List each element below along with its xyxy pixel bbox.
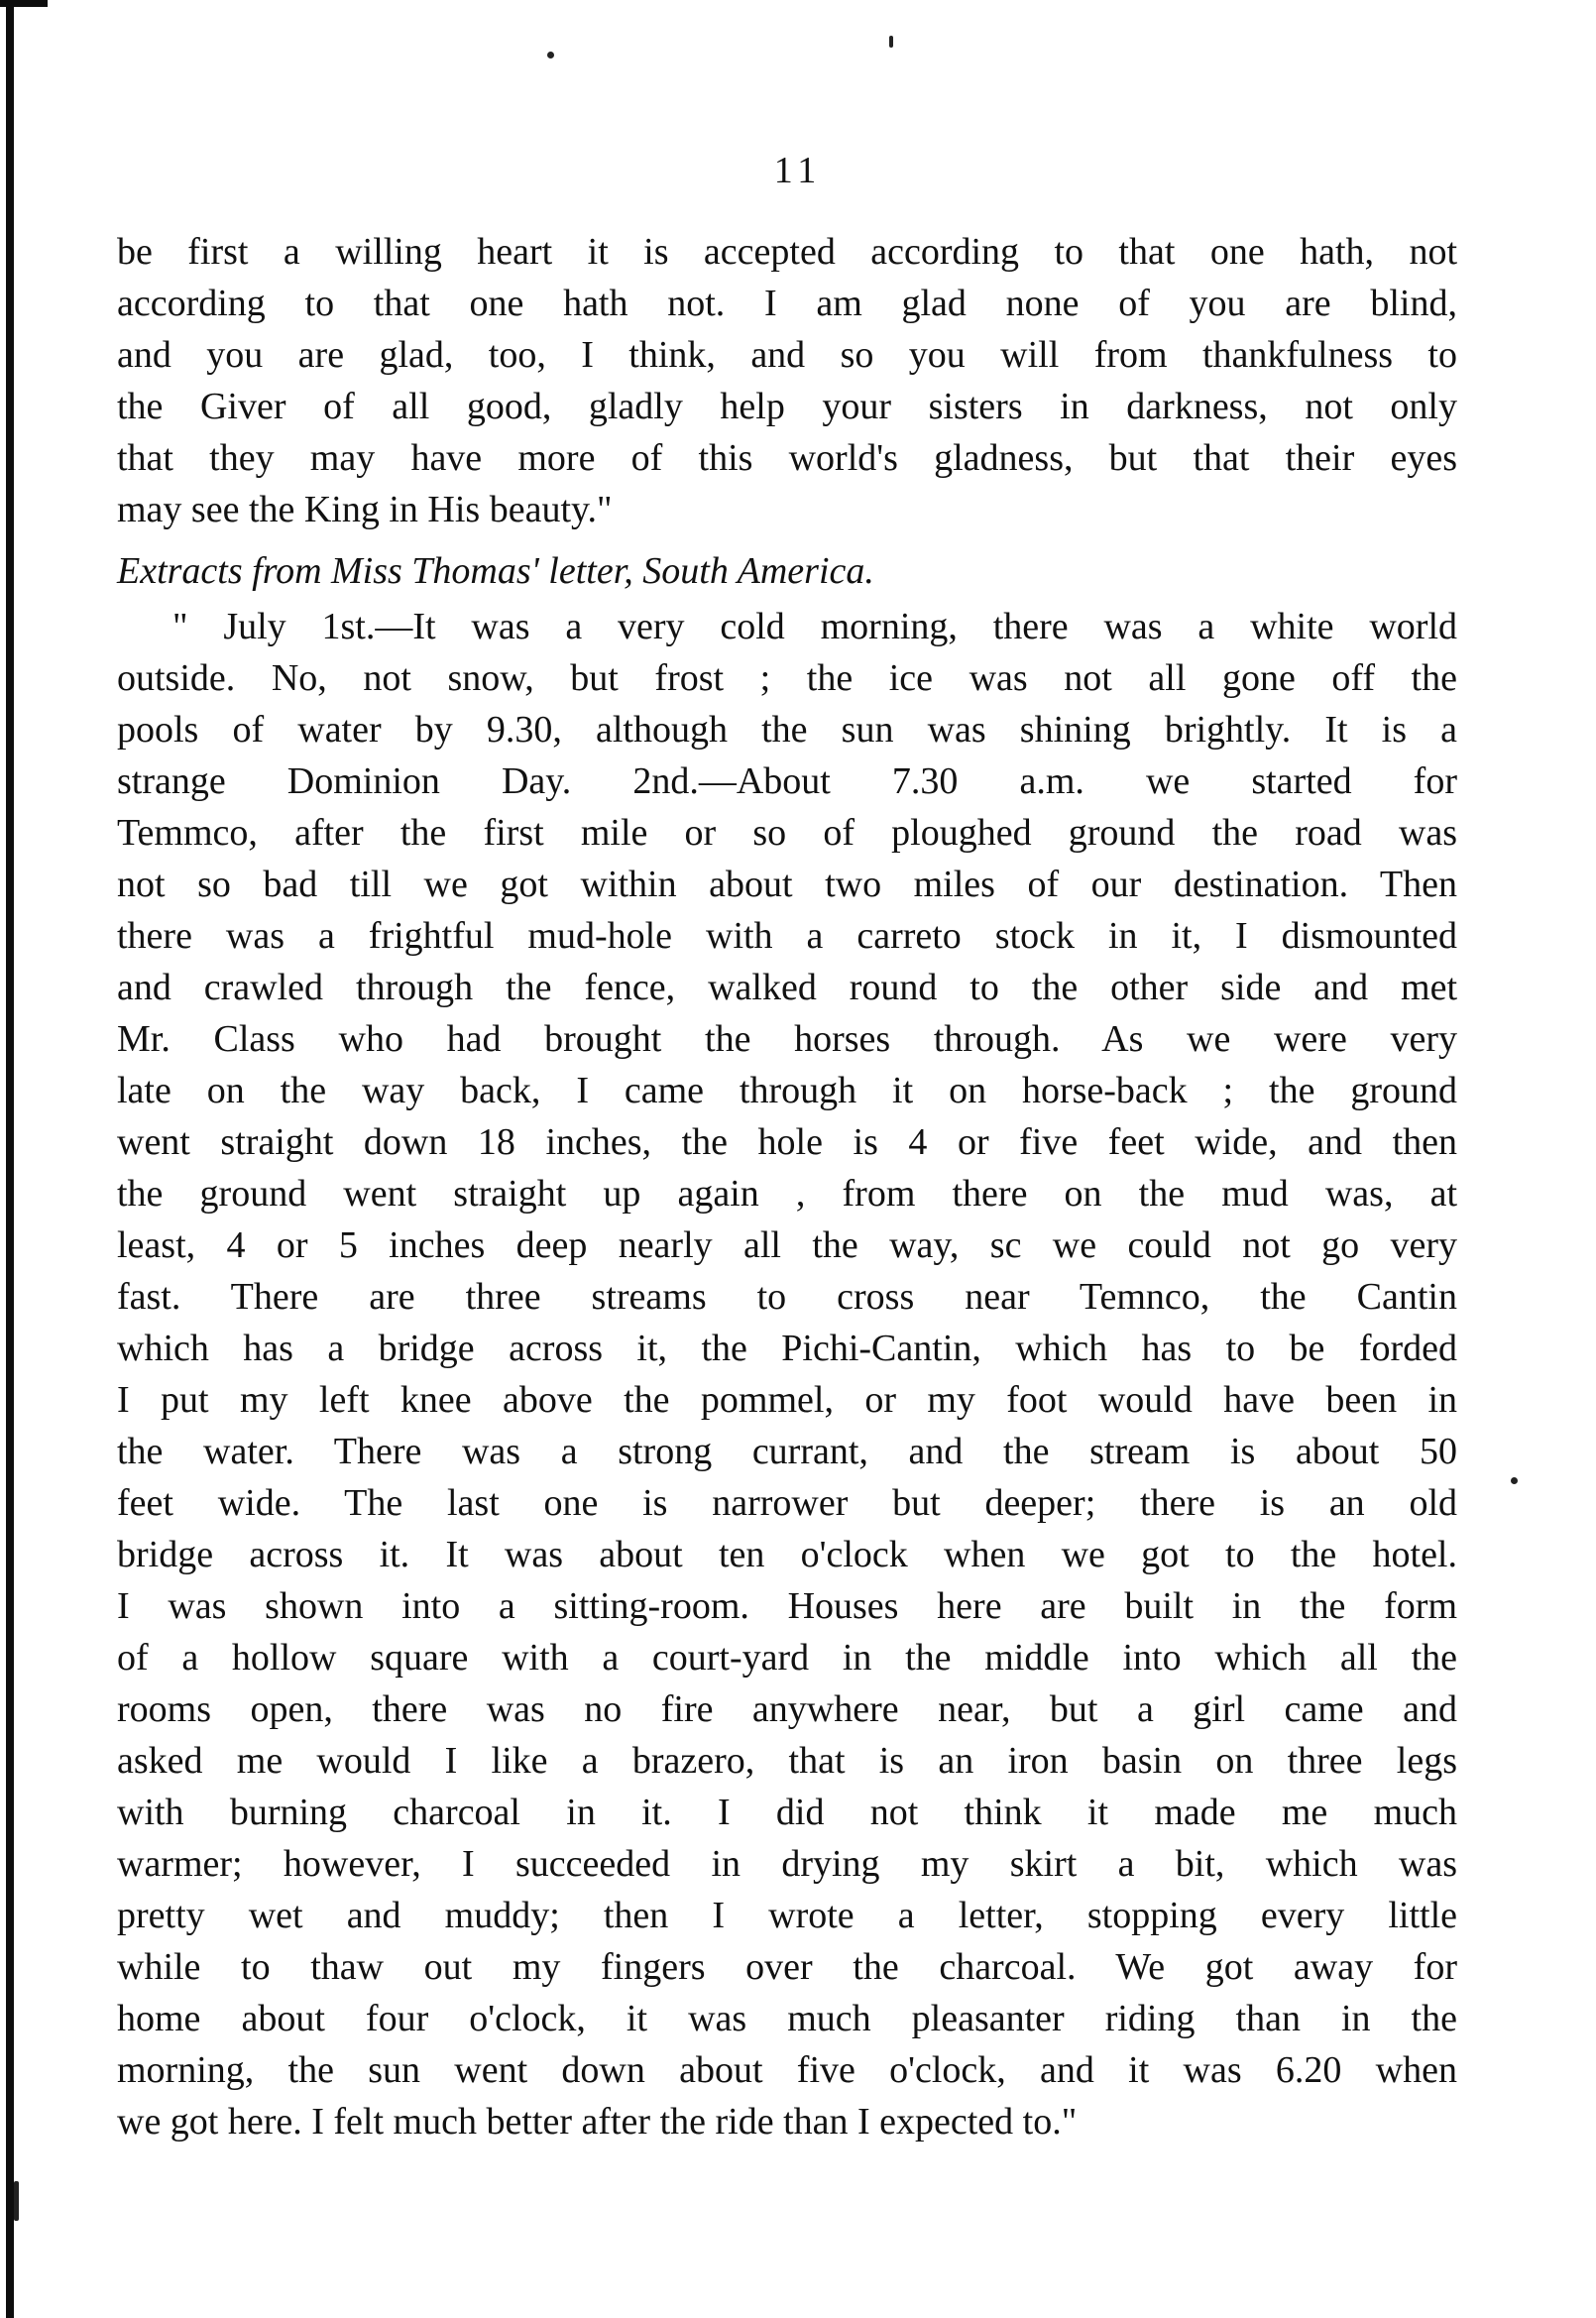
text-line: with burning charcoal in it. I did not think it made me much (117, 1792, 1457, 1833)
text-line: which has a bridge across it, the Pichi-Cantin, which has to be forded (117, 1328, 1457, 1369)
text-line: least, 4 or 5 inches deep nearly all the way, sc we could not go very (117, 1224, 1457, 1266)
text-line: late on the way back, I came through it on horse-back ; the ground (117, 1070, 1457, 1111)
page-number: 11 (773, 150, 823, 191)
text-line: warmer; however, I succeeded in drying my skirt a bit, which was (117, 1843, 1457, 1885)
text-line: Mr. Class who had brought the horses through. As we were very (117, 1018, 1457, 1060)
text-line: morning, the sun went down about five o'clock, and it was 6.20 when (117, 2049, 1457, 2091)
ink-speck (889, 36, 893, 48)
text-line: I was shown into a sitting-room. Houses here are built in the form (117, 1585, 1457, 1627)
ink-speck (14, 2181, 19, 2221)
text-line: while to thaw out my fingers over the charcoal. We got away for (117, 1946, 1457, 1988)
text-line: went straight down 18 inches, the hole is 4 or five feet wide, and then (117, 1121, 1457, 1163)
text-line: home about four o'clock, it was much pleasanter riding than in the (117, 1998, 1457, 2039)
section-heading: Extracts from Miss Thomas' letter, South America. (117, 550, 874, 592)
text-line: Temmco, after the first mile or so of ploughed ground the road was (117, 812, 1457, 854)
text-line: and crawled through the fence, walked round to the other side and met (117, 967, 1457, 1008)
text-line: of a hollow square with a court-yard in the middle into which all the (117, 1637, 1457, 1679)
text-line: pools of water by 9.30, although the sun was shining brightly. It is a (117, 709, 1457, 751)
text-line: I put my left knee above the pommel, or my foot would have been in (117, 1379, 1457, 1421)
text-line: asked me would I like a brazero, that is an iron basin on three legs (117, 1740, 1457, 1782)
ink-speck (1511, 1477, 1518, 1484)
text-line: and you are glad, too, I think, and so you will from thankfulness to (117, 334, 1457, 376)
text-line: that they may have more of this world's gladness, but that their eyes (117, 437, 1457, 479)
text-line: rooms open, there was no fire anywhere near, but a girl came and (117, 1688, 1457, 1730)
text-line: pretty wet and muddy; then I wrote a letter, stopping every little (117, 1895, 1457, 1936)
text-line: not so bad till we got within about two miles of our destination. Then (117, 864, 1457, 905)
text-line: the water. There was a strong currant, and the stream is about 50 (117, 1431, 1457, 1472)
text-line: feet wide. The last one is narrower but deeper; there is an old (117, 1482, 1457, 1524)
text-line: we got here. I felt much better after the ride than I expected to." (117, 2101, 1078, 2143)
body-text (117, 226, 1457, 2147)
text-line: may see the King in His beauty." (117, 489, 613, 530)
text-line: bridge across it. It was about ten o'clock when we got to the hotel. (117, 1534, 1457, 1575)
ink-speck (547, 52, 554, 58)
text-line: strange Dominion Day. 2nd.—About 7.30 a.m. we started for (117, 760, 1457, 802)
text-line: the ground went straight up again , from there on the mud was, at (117, 1173, 1457, 1215)
paragraph-2 (117, 601, 1457, 2147)
scan-border-left (6, 0, 14, 2318)
text-line: the Giver of all good, gladly help your sisters in darkness, not only (117, 386, 1457, 427)
text-line: be first a willing heart it is accepted according to that one hath, not (117, 231, 1457, 273)
text-line: according to that one hath not. I am glad none of you are blind, (117, 283, 1457, 324)
text-line: there was a frightful mud-hole with a carreto stock in it, I dismounted (117, 915, 1457, 957)
text-line: fast. There are three streams to cross near Temnco, the Cantin (117, 1276, 1457, 1318)
text-line: " July 1st.—It was a very cold morning, there was a white world (172, 606, 1457, 647)
paragraph-1 (117, 226, 1457, 535)
text-line: outside. No, not snow, but frost ; the ice was not all gone off the (117, 657, 1457, 699)
scan-border-top (0, 0, 48, 7)
